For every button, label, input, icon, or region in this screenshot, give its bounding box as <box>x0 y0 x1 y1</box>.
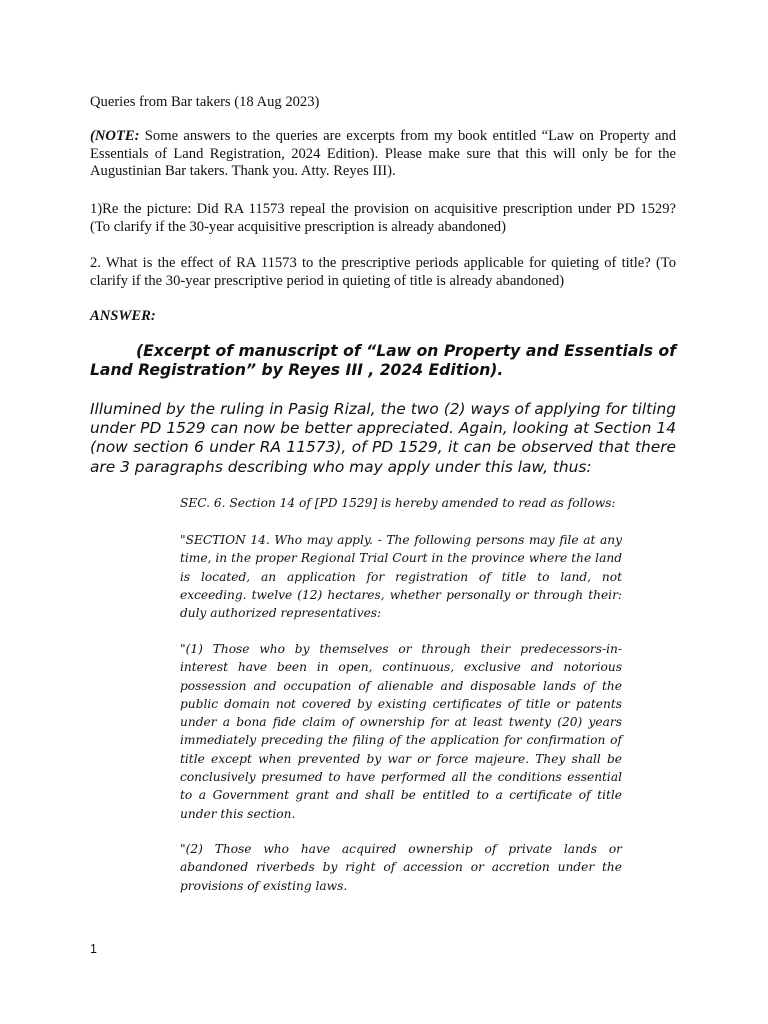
quote-paragraph-1: "(1) Those who by themselves or through their predecessors-in-interest have been in open, continuous, exclusive and notorious possession and occupation of alienable and disposable lands of the public domain not covered by existing certificates of title or patents under a bona fide claim of ownership for at least twenty (20) years immediately preceding the filing of the application for confirmation of title except when prevented by war or force majeure. They shall be conclusively presumed to have performed all the conditions essential to a Government grant and shall be entitled to a certificate of title under this section. <box>180 642 622 821</box>
answer-label: ANSWER: <box>90 308 156 324</box>
note-paragraph <box>90 128 676 181</box>
quote-section-6: SEC. 6. Section 14 of [PD 1529] is hereby amended to read as follows: <box>180 496 616 510</box>
excerpt-title: (Excerpt of manuscript of “Law on Property and Essentials of Land Registration” by Reyes III , 2024 Edition). <box>90 342 676 379</box>
question-1: 1)Re the picture: Did RA 11573 repeal the provision on acquisitive prescription under PD 1529? (To clarify if the 30-year acquisitive prescription is already abandoned) <box>90 201 676 235</box>
question-2: 2. What is the effect of RA 11573 to the prescriptive periods applicable for quieting of title? (To clarify if the 30-year prescriptive period in quieting of title is already abandoned) <box>90 255 676 289</box>
note-label: (NOTE: <box>90 128 140 144</box>
note-text: Some answers to the queries are excerpts from my book entitled “Law on Property and Essentials of Land Registration, 2024 Edition). Please make sure that this will only be for the Augustinian Bar takers. Thank you. Atty. Reyes III). <box>90 128 676 179</box>
intro-paragraph: Illumined by the ruling in Pasig Rizal, the two (2) ways of applying for tilting under PD 1529 can now be better appreciated. Again, looking at Section 14 (now section 6 under RA 11573), of PD 1529, it can be observed that there are 3 paragraphs describing who may apply under this law, thus: <box>90 400 676 476</box>
document-heading: Queries from Bar takers (18 Aug 2023) <box>90 94 320 110</box>
page-number: 1 <box>90 942 97 956</box>
quote-section-14: "SECTION 14. Who may apply. - The following persons may file at any time, in the proper Regional Trial Court in the province where the land is located, an application for registration of title to land, not exceeding. twelve (12) hectares, whether personally or through their: duly authorized representatives: <box>180 533 622 621</box>
quote-paragraph-2: "(2) Those who have acquired ownership of private lands or abandoned riverbeds by right of accession or accretion under the provisions of existing laws. <box>180 842 622 893</box>
